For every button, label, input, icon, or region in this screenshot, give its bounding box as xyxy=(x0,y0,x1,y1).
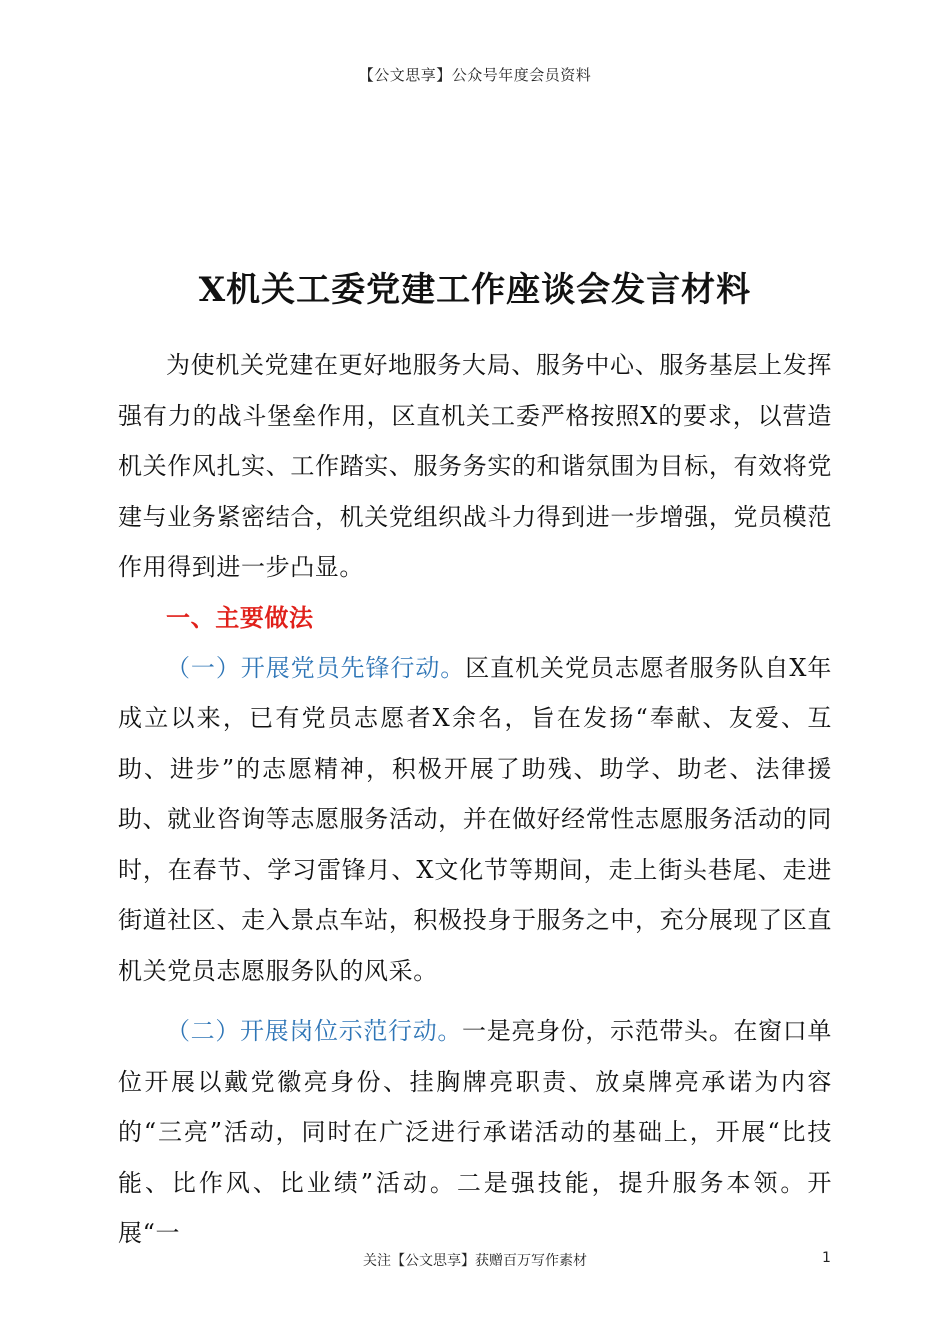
document-title: X机关工委党建工作座谈会发言材料 xyxy=(198,270,752,310)
item-paragraph-1 xyxy=(118,643,832,997)
item-body-2: 一是亮身份，示范带头。在窗口单位开展以戴党徽亮身份、挂胸牌亮职责、放桌牌亮承诺为内容的“三亮”活动，同时在广泛进行承诺活动的基础上，开展“比技能、比作风、比业绩”活动。二是强技能，提升服务本领。开展“一 xyxy=(118,1017,832,1247)
intro-paragraph: 为使机关党建在更好地服务大局、服务中心、服务基层上发挥强有力的战斗堡垒作用，区直机关工委严格按照X的要求，以营造机关作风扎实、工作踏实、服务务实的和谐氛围为目标，有效将党建与业务紧密结合，机关党组织战斗力得到进一步增强，党员模范作用得到进一步凸显。 xyxy=(118,351,832,581)
item-heading-1: （一）开展党员先锋行动。 xyxy=(166,653,466,682)
document-body xyxy=(118,340,832,1259)
item-paragraph-2 xyxy=(118,1006,832,1259)
page-number: 1 xyxy=(822,1250,831,1266)
section-heading-main-practices: 一、主要做法 xyxy=(166,603,314,632)
item-heading-2: （二）开展岗位示范行动。 xyxy=(166,1017,463,1045)
item-body-1: 区直机关党员志愿者服务队自X年成立以来，已有党员志愿者X余名，旨在发扬“奉献、友爱、互助、进步”的志愿精神，积极开展了助残、助学、助老、法律援助、就业咨询等志愿服务活动，并在做好经常性志愿服务活动的同时，在春节、学习雷锋月、X文化节等期间，走上街头巷尾、走进街道社区、走入景点车站，积极投身于服务之中，充分展现了区直机关党员志愿服务队的风采。 xyxy=(118,653,832,985)
page-footer: 关注【公文思享】获赠百万写作素材 xyxy=(363,1253,587,1269)
page-header: 【公文思享】公众号年度会员资料 xyxy=(358,66,592,84)
